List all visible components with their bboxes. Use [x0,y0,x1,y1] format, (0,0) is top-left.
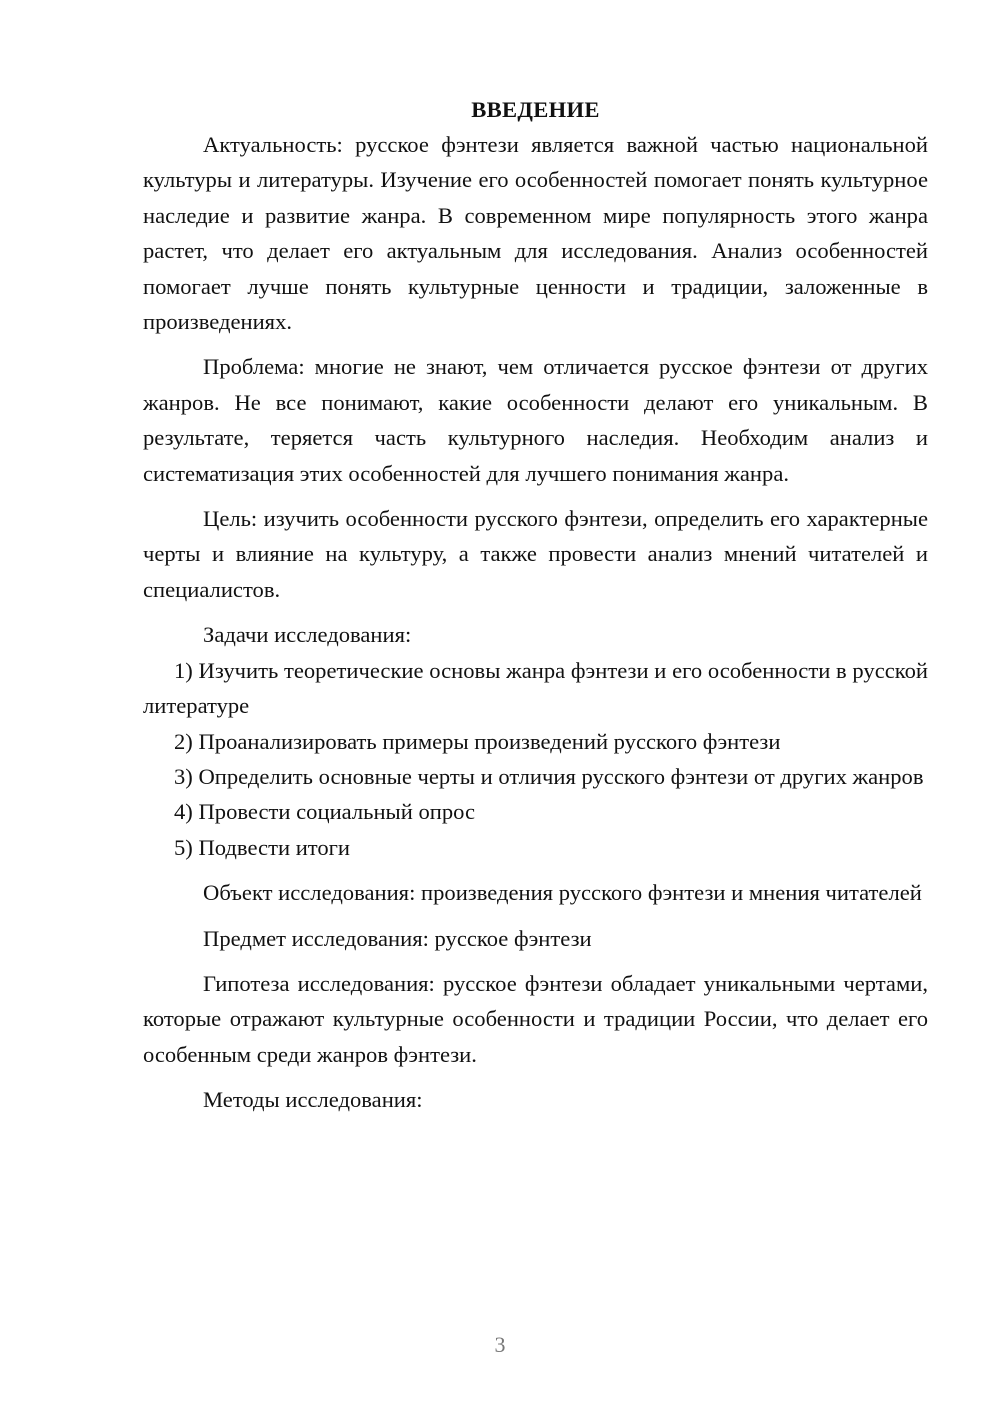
tasks-heading: Задачи исследования: [203,622,412,648]
page-title: ВВЕДЕНИЕ [471,97,600,122]
paragraph-relevance: Актуальность: русское фэнтези является важной частью национальной культуры и литературы. Изучение его особенностей помогает понять культурное наследие и развитие жанра. В современном мире популярность этого жанра растет, что делает его актуальным для исследования. Анализ особенностей помогает лучше понять культурные ценности и традиции, заложенные в произведениях. [143,132,928,335]
paragraph-subject: Предмет исследования: русское фэнтези [203,925,592,951]
paragraph-hypothesis: Гипотеза исследования: русское фэнтези обладает уникальными чертами, которые отражают культурные особенности и традиции России, что делает его особенным среди жанров фэнтези. [143,970,928,1067]
paragraph-goal: Цель: изучить особенности русского фэнтези, определить его характерные черты и влияние на культуру, а также провести анализ мнений читателей и специалистов. [143,506,928,602]
document-body [143,92,928,1118]
task-item-2: 2) Проанализировать примеры произведений русского фэнтези [174,728,781,754]
task-item-3: 3) Определить основные черты и отличия русского фэнтези от других жанров [174,763,924,789]
paragraph-problem: Проблема: многие не знают, чем отличается русское фэнтези от других жанров. Не все понимают, какие особенности делают его уникальным. В результате, теряется часть культурного наследия. Необходим анализ и систематизация этих особенностей для лучшего понимания жанра. [143,354,928,486]
task-item-5: 5) Подвести итоги [174,834,351,860]
page-number: 3 [494,1332,506,1357]
task-item-1: 1) Изучить теоретические основы жанра фэнтези и его особенности в русской литературе [143,657,928,719]
paragraph-object: Объект исследования: произведения русского фэнтези и мнения читателей [203,880,922,906]
methods-heading: Методы исследования: [203,1087,423,1113]
task-item-4: 4) Провести социальный опрос [174,799,476,825]
